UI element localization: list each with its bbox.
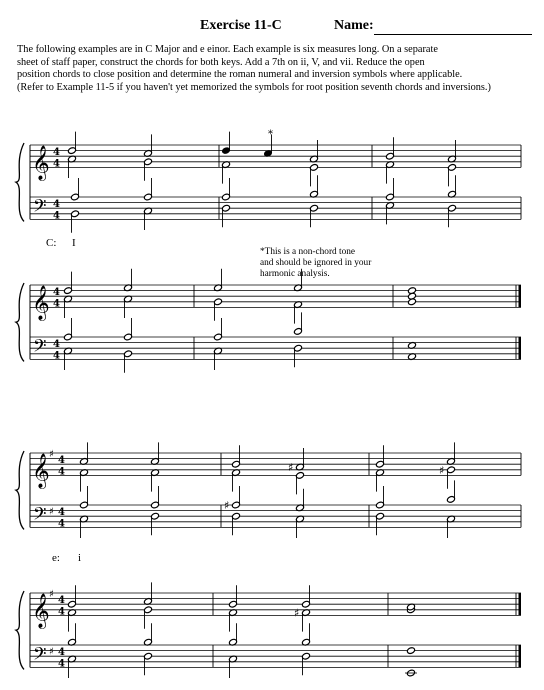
system-brace bbox=[16, 283, 24, 361]
bass-clef: 𝄢 bbox=[33, 335, 47, 360]
name-label: Name: bbox=[334, 18, 374, 33]
key-label-e-minor: e: bbox=[52, 552, 60, 564]
key-label-c-major: C: bbox=[46, 237, 57, 249]
time-signature-top: 4 bbox=[53, 147, 60, 159]
final-barline-thick bbox=[519, 337, 522, 359]
time-signature-top: 4 bbox=[53, 287, 60, 299]
time-signature-top: 4 bbox=[58, 507, 65, 519]
sharp-accidental: ♯ bbox=[439, 463, 445, 477]
time-signature-bottom: 4 bbox=[53, 158, 60, 170]
time-signature-top: 4 bbox=[58, 595, 65, 607]
final-barline-thick bbox=[519, 593, 522, 615]
time-signature-top: 4 bbox=[53, 199, 60, 211]
roman-numeral: i bbox=[78, 552, 82, 564]
instruction-line: (Refer to Example 11-5 if you haven't yet memorized the symbols for root position seventh chords and inversions.) bbox=[17, 81, 491, 93]
music-system-1 bbox=[0, 129, 544, 235]
treble-clef: 𝄞 bbox=[32, 593, 50, 629]
treble-clef: 𝄞 bbox=[32, 285, 50, 321]
key-signature-sharp: ♯ bbox=[49, 646, 54, 658]
instruction-line: The following examples are in C Major and e einor. Each example is six measures long. On a separate bbox=[17, 44, 438, 55]
sharp-accidental: ♯ bbox=[224, 499, 230, 512]
treble-clef: 𝄞 bbox=[32, 145, 50, 181]
system-brace bbox=[16, 591, 24, 669]
note-head bbox=[406, 647, 415, 655]
key-signature-sharp: ♯ bbox=[49, 449, 54, 460]
instructions bbox=[17, 44, 542, 94]
time-signature-bottom: 4 bbox=[53, 210, 60, 222]
nonchord-tone-marker: * bbox=[268, 129, 273, 140]
name-blank-line bbox=[374, 34, 532, 35]
instruction-line: sheet of staff paper, construct the chords for both keys. Add a 7th on ii, V, and vii. Reduce the open bbox=[17, 56, 425, 68]
treble-clef: 𝄞 bbox=[32, 453, 50, 489]
system-brace bbox=[16, 451, 24, 529]
time-signature-top: 4 bbox=[58, 455, 65, 467]
bass-clef: 𝄢 bbox=[33, 643, 47, 668]
key-signature-sharp: ♯ bbox=[49, 589, 54, 600]
final-barline-thick bbox=[519, 285, 522, 307]
sharp-accidental: ♯ bbox=[294, 606, 300, 620]
time-signature-bottom: 4 bbox=[58, 606, 65, 618]
key-signature-sharp: ♯ bbox=[49, 506, 54, 518]
exercise-title: Exercise 11-C bbox=[200, 18, 282, 33]
time-signature-top: 4 bbox=[58, 647, 65, 659]
final-barline-thick bbox=[519, 645, 522, 667]
nonchord-tone-note: *This is a non-chord tone and should be ignored in your harmonic analysis. bbox=[260, 247, 372, 279]
bass-clef: 𝄢 bbox=[33, 503, 47, 528]
music-system-2 bbox=[0, 275, 544, 375]
music-system-4 bbox=[0, 583, 544, 683]
bass-clef: 𝄢 bbox=[33, 195, 47, 220]
time-signature-bottom: 4 bbox=[58, 466, 65, 478]
time-signature-bottom: 4 bbox=[58, 518, 65, 530]
music-system-3 bbox=[0, 443, 544, 543]
time-signature-bottom: 4 bbox=[53, 298, 60, 310]
time-signature-bottom: 4 bbox=[53, 350, 60, 362]
time-signature-bottom: 4 bbox=[58, 658, 65, 670]
roman-numeral: I bbox=[72, 237, 76, 249]
system-brace bbox=[16, 143, 24, 221]
sharp-accidental: ♯ bbox=[288, 461, 294, 474]
instruction-line: position chords to close position and determine the roman numeral and inversion symbols where applicable. bbox=[17, 69, 463, 81]
time-signature-top: 4 bbox=[53, 339, 60, 351]
